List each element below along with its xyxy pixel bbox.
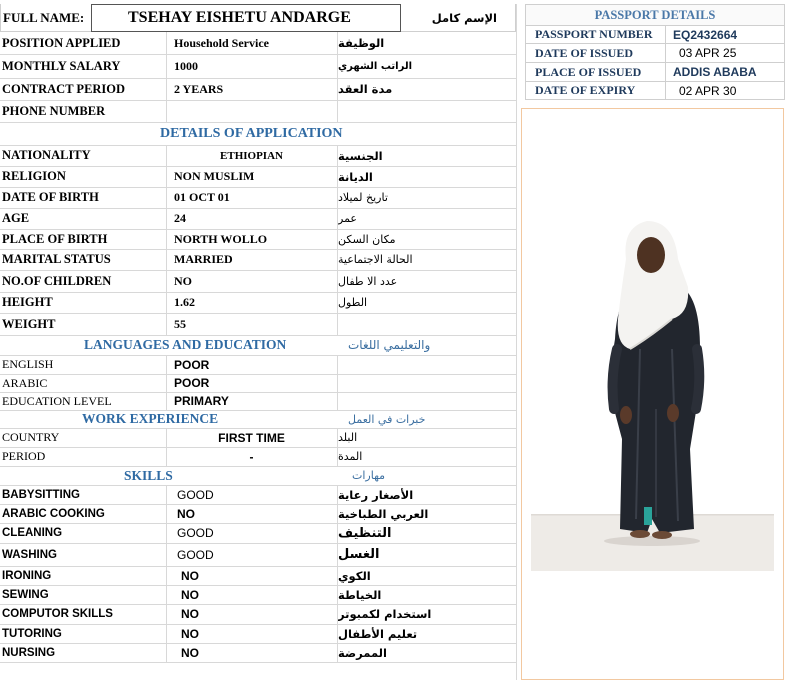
arabic-label: ARABIC <box>2 375 48 390</box>
religion-value: NON MUSLIM <box>166 166 336 187</box>
arabic-ar <box>337 374 516 392</box>
phone-label: PHONE NUMBER <box>2 103 106 118</box>
arabic-cooking-ar: العربي الطباخية <box>337 504 516 523</box>
babysitting-value: GOOD <box>166 485 336 504</box>
arabic-value: POOR <box>166 374 336 392</box>
place-of-birth-row <box>0 229 516 250</box>
position-ar: الوظيفة <box>337 32 516 54</box>
sewing-label: SEWING <box>2 588 49 601</box>
place-of-birth-label: PLACE OF BIRTH <box>2 231 108 246</box>
date-of-expiry-row <box>525 82 785 100</box>
full-name-ar: الإسم كامل <box>431 11 497 25</box>
work-section-ar: خبرات في العمل <box>348 412 426 426</box>
computer-skills-ar: استخدام لكمبوتر <box>337 604 516 624</box>
ironing-row <box>0 566 516 586</box>
position-row <box>0 32 516 55</box>
tutoring-label: TUTORING <box>2 627 62 640</box>
position-label: POSITION APPLIED <box>2 35 121 50</box>
babysitting-row <box>0 485 516 505</box>
salary-label: MONTHLY SALARY <box>2 58 121 73</box>
place-of-issue-row <box>525 63 785 82</box>
date-of-birth-label: DATE OF BIRTH <box>2 190 99 204</box>
date-of-expiry-value: 02 APR 30 <box>679 83 737 98</box>
marital-status-row <box>0 249 516 271</box>
languages-section-title-row <box>0 335 516 356</box>
full-name-value-box <box>91 4 401 32</box>
nursing-ar: الممرضة <box>337 643 516 662</box>
age-row <box>0 208 516 230</box>
date-of-issue-value: 03 APR 25 <box>679 46 737 60</box>
period-label: PERIOD <box>2 449 46 463</box>
passport-number-row <box>525 26 785 44</box>
english-row <box>0 355 516 375</box>
education-level-label: EDUCATION LEVEL <box>2 393 112 408</box>
nationality-label: NATIONALITY <box>2 148 91 162</box>
salary-value: 1000 <box>166 54 336 78</box>
details-section-title: DETAILS OF APPLICATION <box>160 126 343 141</box>
sewing-row <box>0 585 516 605</box>
details-section-title-row <box>0 123 516 146</box>
education-level-value: PRIMARY <box>166 392 336 410</box>
contract-label: CONTRACT PERIOD <box>2 81 126 96</box>
tutoring-value: NO <box>166 624 336 643</box>
children-value: NO <box>166 270 336 292</box>
religion-label: RELIGION <box>2 169 66 183</box>
weight-ar <box>337 313 516 335</box>
table-right-border <box>516 4 517 680</box>
full-name-label: FULL NAME: <box>3 10 85 25</box>
tutoring-ar: تعليم الأطفال <box>337 624 516 643</box>
date-of-expiry-label: DATE OF EXPIRY <box>526 82 666 99</box>
religion-row <box>0 166 516 188</box>
cleaning-ar: التنظيف <box>337 523 516 543</box>
sewing-ar: الخياطة <box>337 585 516 604</box>
country-ar: البلد <box>337 428 516 447</box>
date-of-birth-ar: تاريخ لميلاد <box>337 187 516 208</box>
period-row <box>0 447 516 467</box>
washing-label: WASHING <box>2 548 57 561</box>
ironing-value: NO <box>166 566 336 585</box>
skills-section-title: SKILLS <box>124 467 173 483</box>
date-of-issue-row <box>525 44 785 63</box>
contract-ar: مدة العقد <box>337 78 516 100</box>
date-of-issue-label: DATE OF ISSUED <box>526 44 666 62</box>
place-of-issue-value: ADDIS ABABA <box>673 65 757 79</box>
tutoring-row <box>0 624 516 644</box>
washing-ar: الغسل <box>337 543 516 566</box>
applicant-photo-frame <box>521 108 784 680</box>
nationality-row <box>0 145 516 167</box>
salary-ar: الراتب الشهري <box>337 54 516 78</box>
education-level-ar <box>337 392 516 410</box>
nursing-label: NURSING <box>2 646 56 659</box>
age-value: 24 <box>166 208 336 229</box>
country-row <box>0 428 516 448</box>
country-value: FIRST TIME <box>166 428 336 447</box>
passport-number-label: PASSPORT NUMBER <box>526 26 666 43</box>
full-name-row <box>0 4 516 32</box>
arabic-cooking-label: ARABIC COOKING <box>2 507 105 520</box>
languages-section-ar: والتعليمي اللغات <box>348 338 431 352</box>
phone-row <box>0 100 516 123</box>
contract-row <box>0 78 516 101</box>
passport-title: PASSPORT DETAILS <box>594 7 716 22</box>
applicant-photo <box>522 109 784 680</box>
arabic-cooking-row <box>0 504 516 524</box>
cleaning-label: CLEANING <box>2 527 63 539</box>
nursing-value: NO <box>166 643 336 662</box>
phone-ar <box>337 100 516 122</box>
height-value: 1.62 <box>166 292 336 313</box>
sewing-value: NO <box>166 585 336 604</box>
work-section-title-row <box>0 410 516 429</box>
height-ar: الطول <box>337 292 516 313</box>
nationality-ar: الجنسية <box>337 145 516 166</box>
full-name-value: TSEHAY EISHETU ANDARGE <box>128 9 351 26</box>
marital-status-label: MARITAL STATUS <box>2 252 111 266</box>
marital-status-value: MARRIED <box>166 249 336 270</box>
washing-row <box>0 543 516 567</box>
arabic-row <box>0 374 516 393</box>
cleaning-row <box>0 523 516 544</box>
babysitting-label: BABYSITTING <box>2 488 80 501</box>
computer-skills-row <box>0 604 516 625</box>
skills-section-title-row <box>0 466 516 486</box>
religion-ar: الديانة <box>337 166 516 187</box>
nationality-value: ETHIOPIAN <box>166 145 336 166</box>
place-of-issue-label: PLACE OF ISSUED <box>526 63 666 81</box>
marital-status-ar: الحالة الاجتماعية <box>337 249 516 270</box>
salary-row <box>0 54 516 79</box>
weight-value: 55 <box>166 313 336 335</box>
height-label: HEIGHT <box>2 295 53 309</box>
date-of-birth-value: 01 OCT 01 <box>166 187 336 208</box>
washing-value: GOOD <box>166 543 336 566</box>
period-value: - <box>166 447 336 466</box>
weight-row <box>0 313 516 336</box>
height-row <box>0 292 516 314</box>
weight-label: WEIGHT <box>2 316 56 331</box>
phone-value <box>166 100 336 122</box>
computer-skills-label: COMPUTOR SKILLS <box>2 608 113 620</box>
languages-section-title: LANGUAGES AND EDUCATION <box>84 337 287 352</box>
period-ar: المدة <box>337 447 516 466</box>
place-of-birth-value: NORTH WOLLO <box>166 229 336 249</box>
position-value: Household Service <box>166 32 336 54</box>
work-section-title: WORK EXPERIENCE <box>82 411 219 426</box>
place-of-birth-ar: مكان السكن <box>337 229 516 249</box>
english-label: ENGLISH <box>2 357 54 371</box>
age-ar: عمر <box>337 208 516 229</box>
date-of-birth-row <box>0 187 516 209</box>
skills-section-ar: مهارات <box>352 469 386 482</box>
children-row <box>0 270 516 293</box>
children-ar: عدد الا طفال <box>337 270 516 292</box>
ironing-label: IRONING <box>2 569 52 582</box>
age-label: AGE <box>2 211 30 225</box>
children-label: NO.OF CHILDREN <box>2 273 112 288</box>
computer-skills-value: NO <box>166 604 336 624</box>
passport-number-value: EQ2432664 <box>673 27 738 42</box>
passport-title-box <box>525 4 785 26</box>
cleaning-value: GOOD <box>166 523 336 543</box>
english-value: POOR <box>166 355 336 374</box>
arabic-cooking-value: NO <box>166 504 336 523</box>
nursing-row <box>0 643 516 663</box>
ironing-ar: الكوي <box>337 566 516 585</box>
babysitting-ar: الأصغار رعاية <box>337 485 516 504</box>
country-label: COUNTRY <box>2 430 60 444</box>
education-level-row <box>0 392 516 411</box>
contract-value: 2 YEARS <box>166 78 336 100</box>
english-ar <box>337 355 516 374</box>
